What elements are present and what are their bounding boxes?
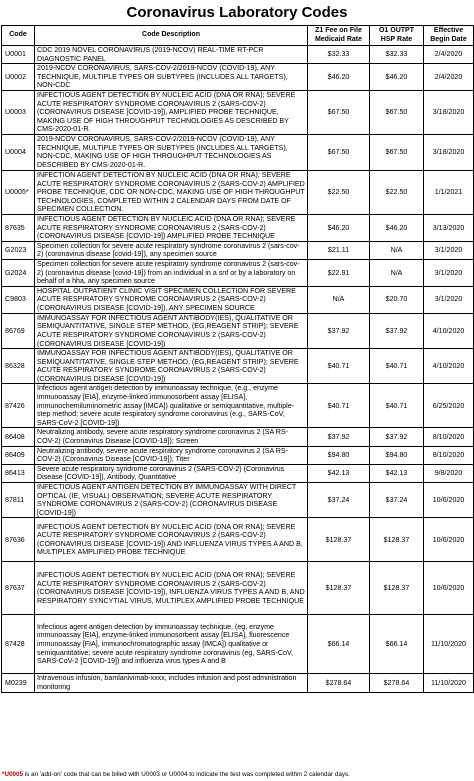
description-cell: INFECTIOUS AGENT DETECTION BY NUCLEIC ACID (DNA OR RNA); SEVERE ACUTE RESPIRATORY SYNDROME CORONAVIRUS 2 (SARS-COV-2) (CORONAVIRUS DISEASE [COVID-19]), INFLUENZA VIRUS TYPES A AND B, AND RESPIRATORY SYNCYTIAL VIRUS, MULTIPLEX AMPLIFIED PROBE TECHNIQUE [35, 562, 308, 615]
table-row [2, 615, 474, 674]
o1-rate-cell: $278.64 [370, 674, 424, 692]
z1-rate-cell: $46.20 [308, 214, 370, 241]
z1-rate-cell: $67.50 [308, 90, 370, 134]
effective-date-cell: 2/4/2020 [424, 46, 474, 64]
o1-rate-cell: $40.71 [370, 349, 424, 384]
z1-rate-cell: $21.11 [308, 241, 370, 259]
effective-date-cell: 4/10/2020 [424, 313, 474, 348]
header-description: Code Description [35, 26, 308, 46]
effective-date-cell: 11/10/2020 [424, 615, 474, 674]
code-cell: 86413 [2, 464, 35, 482]
code-cell: 87637 [2, 562, 35, 615]
code-cell: U0005* [2, 170, 35, 214]
z1-rate-cell: $42.13 [308, 464, 370, 482]
code-cell: U0001 [2, 46, 35, 64]
table-row [2, 46, 474, 64]
o1-rate-cell: $20.70 [370, 286, 424, 313]
description-cell: INFECTIOUS AGENT ANTIGEN DETECTION BY IMMUNOASSAY WITH DIRECT OPTICAL (IE, VISUAL) OBSERVATION; SEVERE ACUTE RESPIRATORY SYNDROME CORONAVIRUS 2 (SARS-COV-2) (CORONAVIRUS DISEASE [COVID-19]) [35, 483, 308, 518]
table-row [2, 90, 474, 134]
effective-date-cell: 2/4/2020 [424, 64, 474, 91]
z1-rate-cell: $128.37 [308, 518, 370, 562]
z1-rate-cell: $67.50 [308, 134, 370, 170]
effective-date-cell: 3/1/2020 [424, 241, 474, 259]
o1-rate-cell: $66.14 [370, 615, 424, 674]
description-cell: Specimen collection for severe acute respiratory syndrome coronavirus 2 (sars-cov-2) (coronavirus disease [covid-19]) from an individual in a snf or by a laboratory on behalf of a hha, any specimen source [35, 259, 308, 286]
page-title: Coronavirus Laboratory Codes [126, 4, 348, 21]
description-cell: INFECTION AGENT DETECTION BY NUCLEIC ACID (DNA OR RNA); SEVERE ACUTE RESPIRATORY SYNDROME CORONAVIRUS 2 (SARS-COV-2) AMPLIFIED PROBE TECHNIQUE, CDC OR NON-CDC, MAKING USE OF HIGH THROUGHPUT TECHNOLOGIES, COMPLETED WITHIN 2 CALENDAR DAYS FROM DATE OF SPECIMEN COLLECTION. [35, 170, 308, 214]
z1-rate-cell: $66.14 [308, 615, 370, 674]
effective-date-cell: 8/10/2020 [424, 446, 474, 464]
table-row [2, 241, 474, 259]
table-row [2, 428, 474, 446]
code-cell: 87636 [2, 518, 35, 562]
effective-date-cell: 3/13/2020 [424, 214, 474, 241]
o1-rate-cell: $22.50 [370, 170, 424, 214]
code-cell: G2024 [2, 259, 35, 286]
description-cell: Infectious agent antigen detection by immunoassay technique, (e.g., enzyme immunoassay [EIA], enzyme-linked immunosorbent assay [ELISA], immunochemiluminometric assay [IMCA]) qualitative or semiquantitative, multiple-step method; severe acute respiratory syndrome coronavirus (e.g., SARS-CoV, SARS-CoV-2 [COVID-19]) [35, 384, 308, 428]
table-row [2, 349, 474, 384]
table-header-row [2, 26, 474, 46]
o1-rate-cell: $128.37 [370, 518, 424, 562]
z1-rate-cell: $22.91 [308, 259, 370, 286]
z1-rate-cell: $278.64 [308, 674, 370, 692]
effective-date-cell: 10/6/2020 [424, 518, 474, 562]
o1-rate-cell: $94.80 [370, 446, 424, 464]
code-cell: 87811 [2, 483, 35, 518]
code-cell: U0004 [2, 134, 35, 170]
table-row [2, 286, 474, 313]
o1-rate-cell: $37.92 [370, 313, 424, 348]
code-cell: U0003 [2, 90, 35, 134]
code-cell: G2023 [2, 241, 35, 259]
o1-rate-cell: N/A [370, 259, 424, 286]
z1-rate-cell: $37.92 [308, 313, 370, 348]
table-row [2, 214, 474, 241]
description-cell: 2019-NCOV CORONAVIRUS, SARS-COV-2/2019-NCOV (COVID-19), ANY TECHNIQUE, MULTIPLE TYPES OR SUBTYPES (INCLUDES ALL TARGETS), NON-CDC [35, 64, 308, 91]
code-cell: C9803 [2, 286, 35, 313]
code-cell: 86408 [2, 428, 35, 446]
o1-rate-cell: $46.20 [370, 214, 424, 241]
effective-date-cell: 6/25/2020 [424, 384, 474, 428]
z1-rate-cell: $128.37 [308, 562, 370, 615]
footnote [2, 771, 350, 779]
header-o1-rate: O1 OUTPT HSP Rate [370, 26, 424, 46]
description-cell: IMMUNOASSAY FOR INFECTIOUS AGENT ANTIBODY(IES), QUALITATIVE OR SEMIQUANTITATIVE, SINGLE STEP METHOD, (EG,REAGENT STRIP); SEVERE ACUTE RESPIRATORY SYNDROME CORONAVIRUS 2 (SARS-COV-2) (CORONAVIRUS DISEASE [COVID-19]) [35, 349, 308, 384]
o1-rate-cell: $128.37 [370, 562, 424, 615]
description-cell: INFECTIOUS AGENT DETECTION BY NUCLEIC ACID (DNA OR RNA); SEVERE ACUTE RESPIRATORY SYNDROME CORONAVIRUS 2 (SARS-COV-2) (CORONAVIRUS DISEASE [COVID-19]) AMPLIFIED PROBE TECHNIQUE [35, 214, 308, 241]
o1-rate-cell: $42.13 [370, 464, 424, 482]
code-cell: 86409 [2, 446, 35, 464]
table-row [2, 170, 474, 214]
code-cell: 87426 [2, 384, 35, 428]
effective-date-cell: 3/18/2020 [424, 134, 474, 170]
table-row [2, 384, 474, 428]
code-cell: 86328 [2, 349, 35, 384]
o1-rate-cell: $40.71 [370, 384, 424, 428]
lab-codes-table [1, 25, 474, 693]
effective-date-cell: 11/10/2020 [424, 674, 474, 692]
description-cell: CDC 2019 NOVEL CORONAVIRUS (2019-NCOV) REAL-TIME RT-PCR DIAGNOSTIC PANEL [35, 46, 308, 64]
code-cell: 86769 [2, 313, 35, 348]
effective-date-cell: 3/18/2020 [424, 90, 474, 134]
table-row [2, 483, 474, 518]
effective-date-cell: 10/6/2020 [424, 562, 474, 615]
o1-rate-cell: $32.33 [370, 46, 424, 64]
o1-rate-cell: N/A [370, 241, 424, 259]
effective-date-cell: 10/6/2020 [424, 483, 474, 518]
description-cell: INFECTIOUS AGENT DETECTION BY NUCLEIC ACID (DNA OR RNA); SEVERE ACUTE RESPIRATORY SYNDROME CORONAVIRUS 2 (SARS-COV-2) (CORONAVIRUS DISEASE [COVID-19]), AMPLIFIED PROBE TECHNIQUE, MAKING USE OF HIGH THROUGHPUT TECHNOLOGIES AS DESCRIBED BY CMS-2020-01-R. [35, 90, 308, 134]
table-row [2, 562, 474, 615]
effective-date-cell: 1/1/2021 [424, 170, 474, 214]
effective-date-cell: 3/1/2020 [424, 286, 474, 313]
table-row [2, 64, 474, 91]
effective-date-cell: 8/10/2020 [424, 428, 474, 446]
header-z1-rate: Z1 Fee on File Medicaid Rate [308, 26, 370, 46]
description-cell: IMMUNOASSAY FOR INFECTIOUS AGENT ANTIBODY(IES), QUALITATIVE OR SEMIQUANTITATIVE, SINGLE STEP METHOD, (EG,REAGENT STRIP); SEVERE ACUTE RESPIRATORY SYNDROME CORONAVIRUS 2 (SARS-COV-2) (CORONAVIRUS DISEASE [COVID-19]) [35, 313, 308, 348]
z1-rate-cell: $94.80 [308, 446, 370, 464]
code-cell: M0239 [2, 674, 35, 692]
table-row [2, 518, 474, 562]
o1-rate-cell: $67.50 [370, 134, 424, 170]
table-row [2, 446, 474, 464]
o1-rate-cell: $46.20 [370, 64, 424, 91]
header-effective-date: Effective Begin Date [424, 26, 474, 46]
code-cell: U0002 [2, 64, 35, 91]
description-cell: HOSPITAL OUTPATIENT CLINIC VISIT SPECIMEN COLLECTION FOR SEVERE ACUTE RESPIRATORY SYNDROME CORONAVIRUS 2 (SARS-COV-2) (CORONAVIRUS DISEASE [COVID-19]), ANY SPECIMEN SOURCE [35, 286, 308, 313]
effective-date-cell: 3/1/2020 [424, 259, 474, 286]
description-cell: Neutralizing antibody, severe acute respiratory syndrome coronavirus 2 (SA RS-COV-2) (Coronavirus Disease [COVID-19]); Screen [35, 428, 308, 446]
table-row [2, 313, 474, 348]
table-row [2, 259, 474, 286]
description-cell: INFECTIOUS AGENT DETECTION BY NUCLEIC ACID (DNA OR RNA); SEVERE ACUTE RESPIRATORY SYNDROME CORONAVIRUS 2 (SARS-COV-2) (CORONAVIRUS DISEASE [COVID-19]) AND INFLUENZA VIRUS TYPES A AND B, MULTIPLEX AMPLIFIED PROBE TECHNIQUE [35, 518, 308, 562]
table-row [2, 464, 474, 482]
z1-rate-cell: $40.71 [308, 349, 370, 384]
code-cell: 87635 [2, 214, 35, 241]
effective-date-cell: 9/8/2020 [424, 464, 474, 482]
z1-rate-cell: N/A [308, 286, 370, 313]
z1-rate-cell: $22.50 [308, 170, 370, 214]
code-cell: 87428 [2, 615, 35, 674]
description-cell: Infectious agent antigen detection by immunoassay technique, (eg, enzyme immunoassay [EIA], enzyme-linked immunosorbent assay [ELISA], fluorescence immunoassay [FIA], immunochromatographic assay [IMCA]) qualitative or semiquantitative; severe acute respiratory syndrome coronavirus (eg, SARS-CoV, SARS-CoV-2 [COVID-19]) and influenza virus types A and B [35, 615, 308, 674]
z1-rate-cell: $37.92 [308, 428, 370, 446]
z1-rate-cell: $32.33 [308, 46, 370, 64]
description-cell: Specimen collection for severe acute respiratory syndrome coronavirus 2 (sars-cov-2) (coronavirus disease [covid-19]), any specimen source [35, 241, 308, 259]
table-row [2, 134, 474, 170]
o1-rate-cell: $37.92 [370, 428, 424, 446]
z1-rate-cell: $46.20 [308, 64, 370, 91]
table-row [2, 674, 474, 692]
z1-rate-cell: $40.71 [308, 384, 370, 428]
description-cell: Severe acute respiratory syndrome coronavirus 2 (SARS-COV-2) (Coronavirus Disease [COVID-19]), Antibody, Quantitative [35, 464, 308, 482]
o1-rate-cell: $37.24 [370, 483, 424, 518]
o1-rate-cell: $67.50 [370, 90, 424, 134]
description-cell: Intravenous infusion, bamlanivimab-xxxx, includes infusion and post administration monitoring [35, 674, 308, 692]
footnote-text: is an 'add-on' code that can be billed with U0003 or U0004 to indicate the test was completed within 2 calendar days. [23, 771, 350, 778]
header-code: Code [2, 26, 35, 46]
footnote-marker: *U0005 [2, 771, 24, 778]
effective-date-cell: 4/10/2020 [424, 349, 474, 384]
description-cell: Neutralizing antibody, severe acute respiratory syndrome coronavirus 2 (SA RS-COV-2) (Coronavirus Disease [COVID-19]); Titer [35, 446, 308, 464]
description-cell: 2019-NCOV CORONAVIRUS, SARS-COV-2/2019-NCOV (COVID-19), ANY TECHNIQUE, MULTIPLE TYPES OR SUBTYPES (INCLUDES ALL TARGETS), NON-CDC, MAKING USE OF HIGH THROUGHPUT TECHNOLOGIES AS DESCRIBED BY CMS-2020-01-R. [35, 134, 308, 170]
z1-rate-cell: $37.24 [308, 483, 370, 518]
